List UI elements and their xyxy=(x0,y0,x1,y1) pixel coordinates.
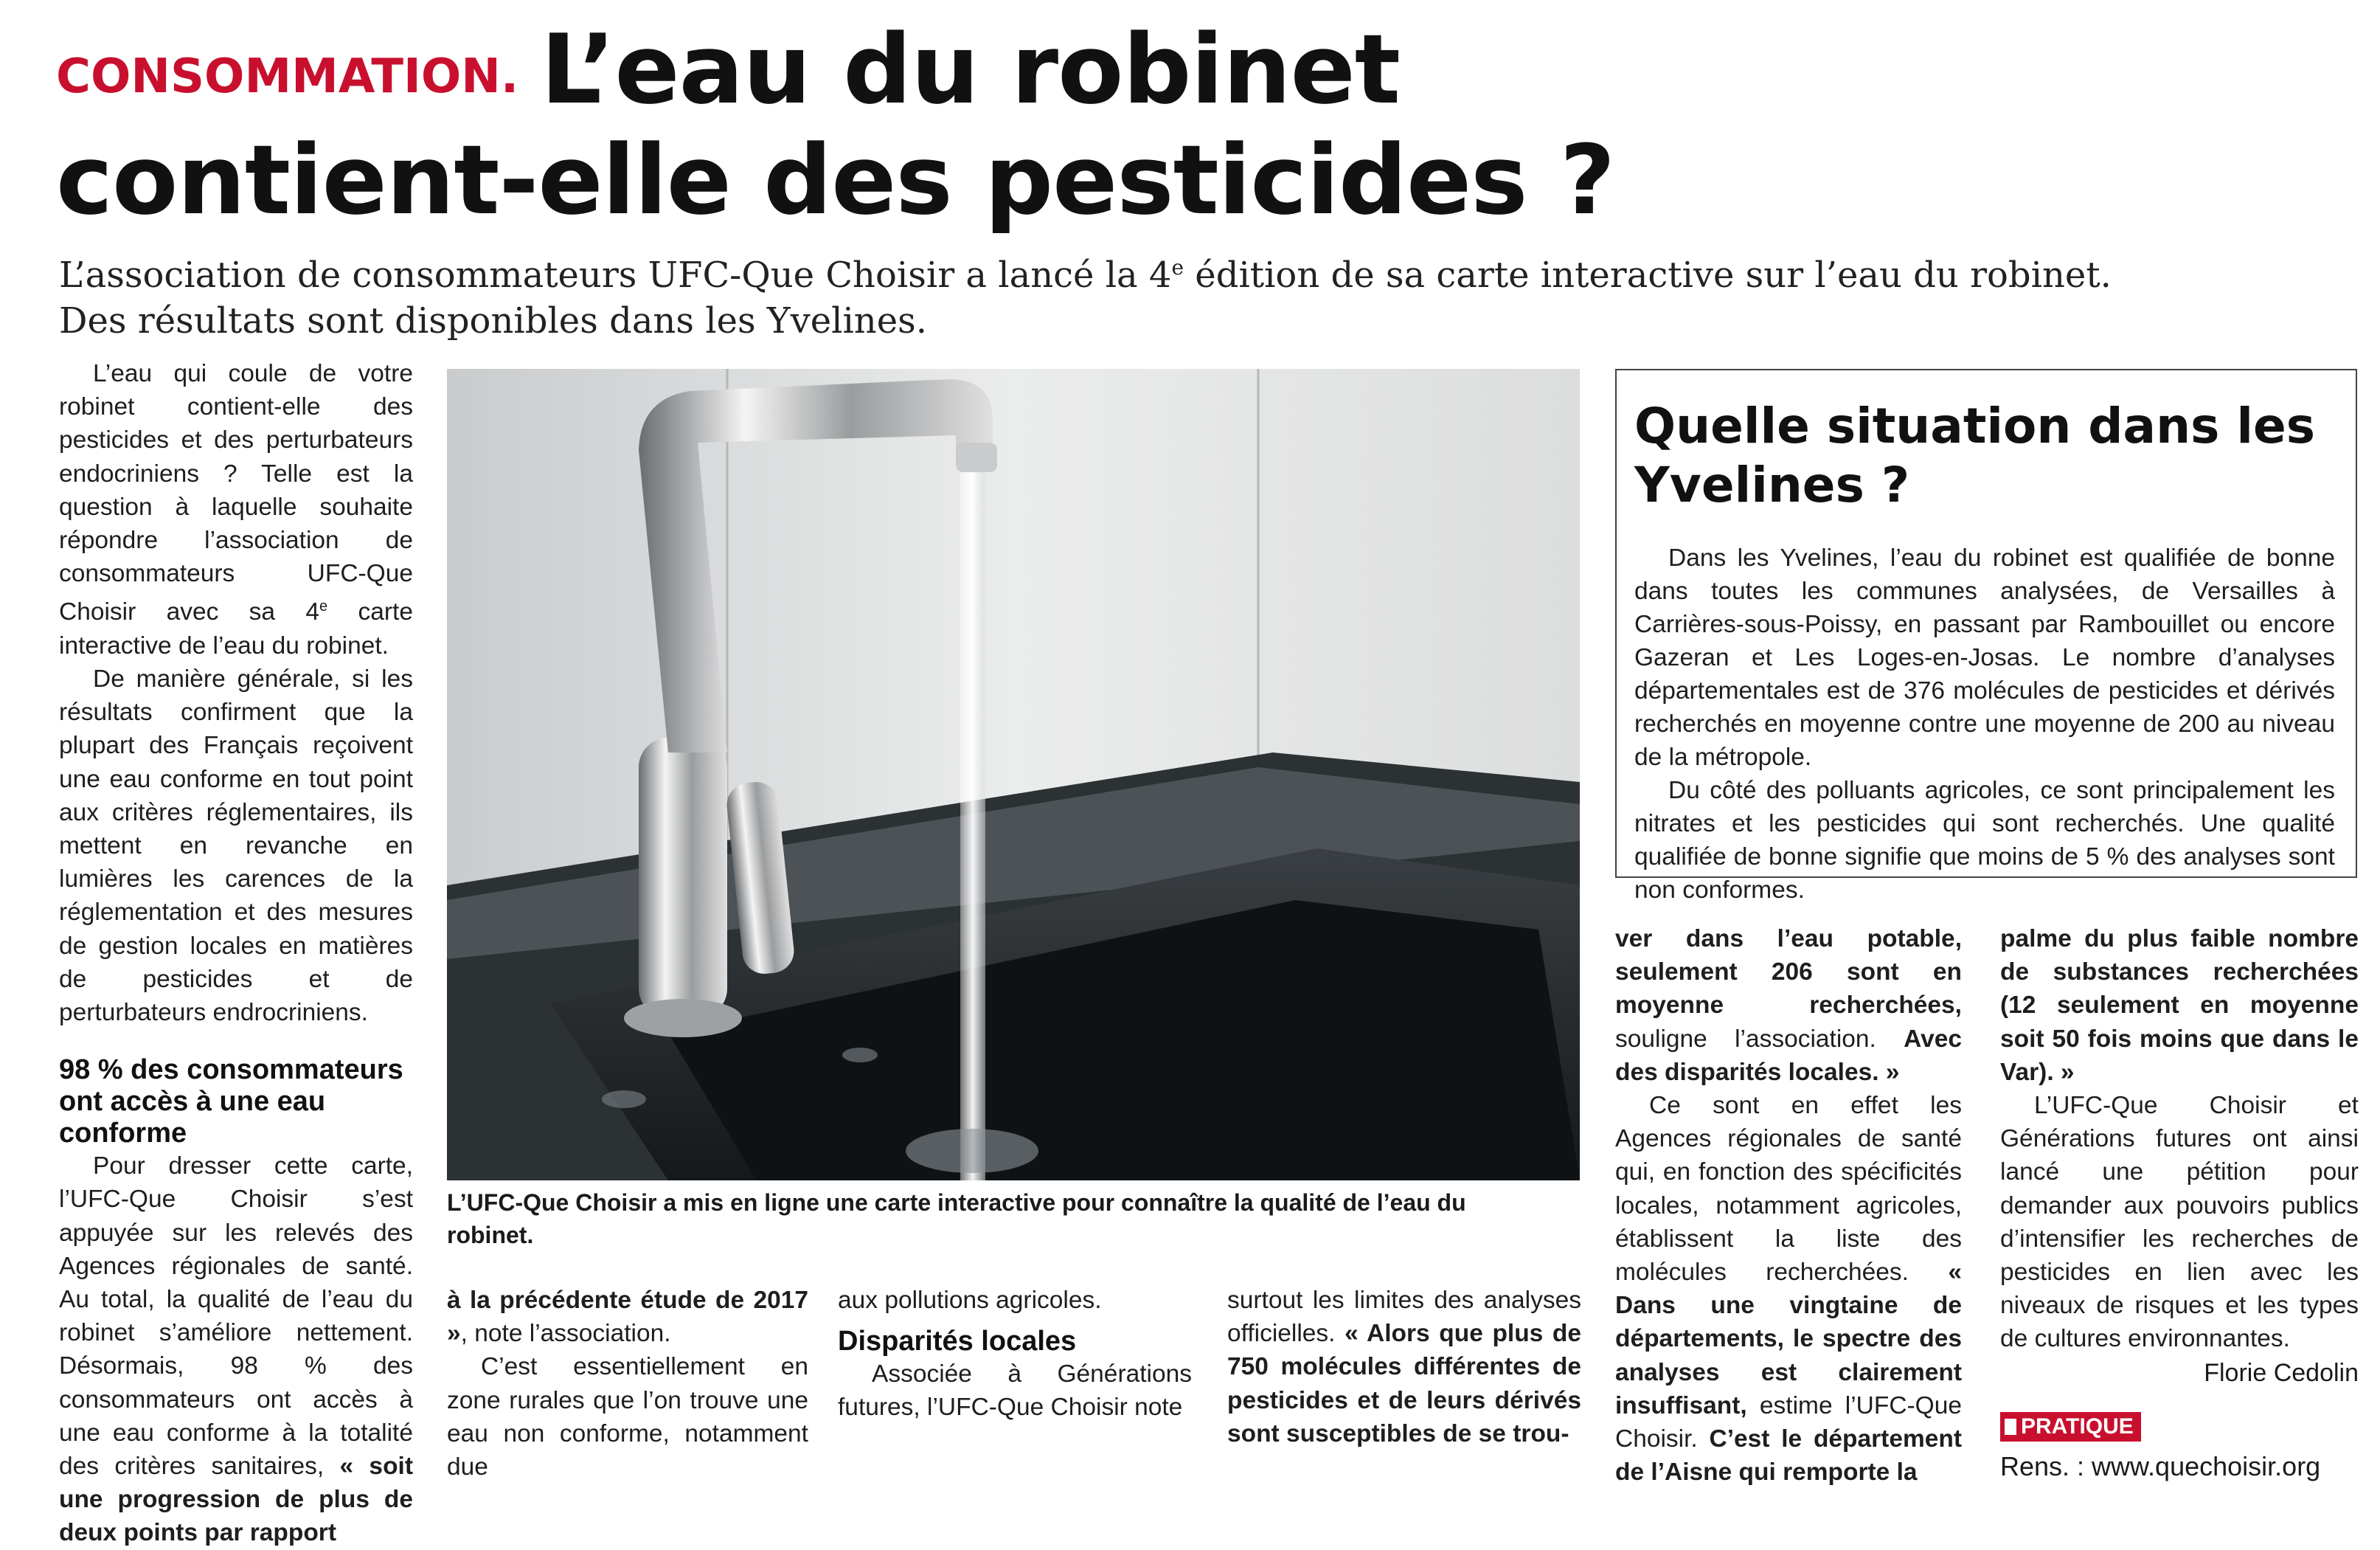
column-2 xyxy=(447,1284,808,1484)
column-1 xyxy=(59,357,413,1550)
sup: e xyxy=(319,598,328,615)
lead-text-a: L’association de consommateurs UFC-Que Choisir a lancé la 4 xyxy=(59,255,1172,296)
column-6 xyxy=(2000,922,2359,1484)
headline xyxy=(56,13,2328,236)
quote: « Alors que plus de 750 molécules différentes de pesticides et de leurs dérivés sont susceptibles de se trou- xyxy=(1227,1320,1581,1447)
faucet-photo xyxy=(447,369,1580,1180)
title-line-2: contient-elle des pesticides ? xyxy=(56,124,1615,236)
quote: Avec des disparités locales. » xyxy=(1615,1025,1962,1086)
paragraph xyxy=(2000,922,2359,1089)
quote: C’est le département de l’Aisne qui remporte la xyxy=(1615,1425,1962,1487)
text: Ce sont en effet les Agences régionales de santé qui, en fonction des spécificités locales, notamment agricoles, établissent la liste des molécules recherchées. xyxy=(1615,1092,1962,1287)
lead-text-b: édition de sa carte interactive sur l’eau du robinet. xyxy=(1184,255,2112,296)
column-3 xyxy=(838,1284,1192,1425)
column-5 xyxy=(1615,922,1962,1489)
photo-caption: L’UFC-Que Choisir a mis en ligne une carte interactive pour connaître la qualité de l’eau du robinet. xyxy=(447,1189,1466,1248)
quote: « soit une progression de plus de deux points par rapport xyxy=(59,1453,413,1547)
paragraph xyxy=(447,1284,808,1350)
sidebar-box xyxy=(1615,369,2357,904)
paragraph: C’est essentiellement en zone rurales que l’on trouve une eau non conforme, notamment due xyxy=(447,1353,808,1481)
column-4 xyxy=(1227,1284,1581,1450)
quote: palme du plus faible nombre de substances recherchées (12 seulement en moyenne soit 50 fois moins que dans le Var). » xyxy=(2000,925,2359,1086)
square-icon xyxy=(2005,1419,2016,1435)
faucet-sink-image xyxy=(447,369,1580,1180)
paragraph xyxy=(59,357,413,662)
paragraph: Du côté des polluants agricoles, ce sont principalement les nitrates et les pesticides qui sont recherchés. Une qualité qualifiée de bonne signifie que moins de 5 % des analyses sont non conformes. xyxy=(1634,777,2335,904)
text: carte interactive de l’eau du robinet. xyxy=(59,598,413,660)
paragraph: aux pollutions agricoles. xyxy=(838,1287,1102,1314)
text: Pour dresser cette carte, l’UFC-Que Choisir s’est appuyée sur les relevés des Agences régionales de santé. Au total, la qualité de l’eau du robinet s’améliore nettement. Désormais, 98 % des consommateurs ont accès à une eau conforme à la totalité des critères sanitaires, xyxy=(59,1152,413,1481)
paragraph: L’UFC-Que Choisir et Générations futures ont ainsi lancé une pétition pour demander aux pouvoirs publics d’intensifier les recherches de pesticides en lien avec les niveaux de risques et les types de cultures environnantes. xyxy=(2000,1092,2359,1353)
quote: à la précédente étude de 2017 » xyxy=(447,1287,808,1348)
lead-paragraph xyxy=(59,245,2331,344)
text: , note l’association. xyxy=(460,1320,671,1348)
author-signature: Florie Cedolin xyxy=(2204,1358,2359,1387)
lead-sup: e xyxy=(1171,255,1184,280)
pratique-label: PRATIQUE xyxy=(2021,1414,2134,1439)
quote: « Dans une vingtaine de départements, le spectre des analyses est clairement insuffisant, xyxy=(1615,1259,1962,1419)
subheading: 98 % des consommateurs ont accès à une eau conforme xyxy=(59,1054,403,1149)
text: estime l’UFC-Que Choisir. xyxy=(1615,1391,1962,1453)
lead-text-line-2: Des résultats sont disponibles dans les Yvelines. xyxy=(59,300,928,342)
paragraph: De manière générale, si les résultats confirment que la plupart des Français reçoivent une eau conforme en tout point aux critères réglementaires, ils mettent en revanche en lumières les carences de la réglementation et des mesures de gestion locales en matières de pesticides et de perturbateurs endrocriniens. xyxy=(59,665,413,1027)
paragraph xyxy=(1227,1284,1581,1450)
paragraph xyxy=(1615,922,1962,1089)
paragraph xyxy=(1615,1089,1962,1489)
paragraph: Dans les Yvelines, l’eau du robinet est qualifiée de bonne dans toutes les communes analysées, de Versailles à Carrières-sous-Poissy, en passant par Rambouillet ou encore Gazeran et Les Loges-en-Josas. Le nombre d’analyses départementales est de 376 molécules de pesticides et dérivés recherchés en moyenne contre une moyenne de 200 au niveau de la métropole. xyxy=(1634,544,2335,771)
paragraph: Associée à Générations futures, l’UFC-Que Choisir note xyxy=(838,1360,1192,1422)
sidebar-title: Quelle situation dans les Yvelines ? xyxy=(1634,398,2316,513)
paragraph xyxy=(59,1149,413,1549)
text: surtout les limites des analyses officielles. xyxy=(1227,1287,1581,1348)
info-link: Rens. : www.quechoisir.org xyxy=(2000,1450,2321,1481)
pratique-badge xyxy=(2000,1412,2141,1442)
subheading: Disparités locales xyxy=(838,1326,1077,1357)
text: L’eau qui coule de votre robinet contient-elle des pesticides et des perturbateurs endocriniens ? Telle est la question à laquelle souhaite répondre l’association de consommateurs UFC-Que Choisir avec sa 4 xyxy=(59,360,413,626)
quote: ver dans l’eau potable, seulement 206 sont en moyenne recherchées, xyxy=(1615,925,1962,1020)
text: souligne l’association. xyxy=(1615,1025,1904,1053)
title-line-1: L’eau du robinet xyxy=(541,13,1400,125)
rubric-label: CONSOMMATION. xyxy=(56,49,519,104)
